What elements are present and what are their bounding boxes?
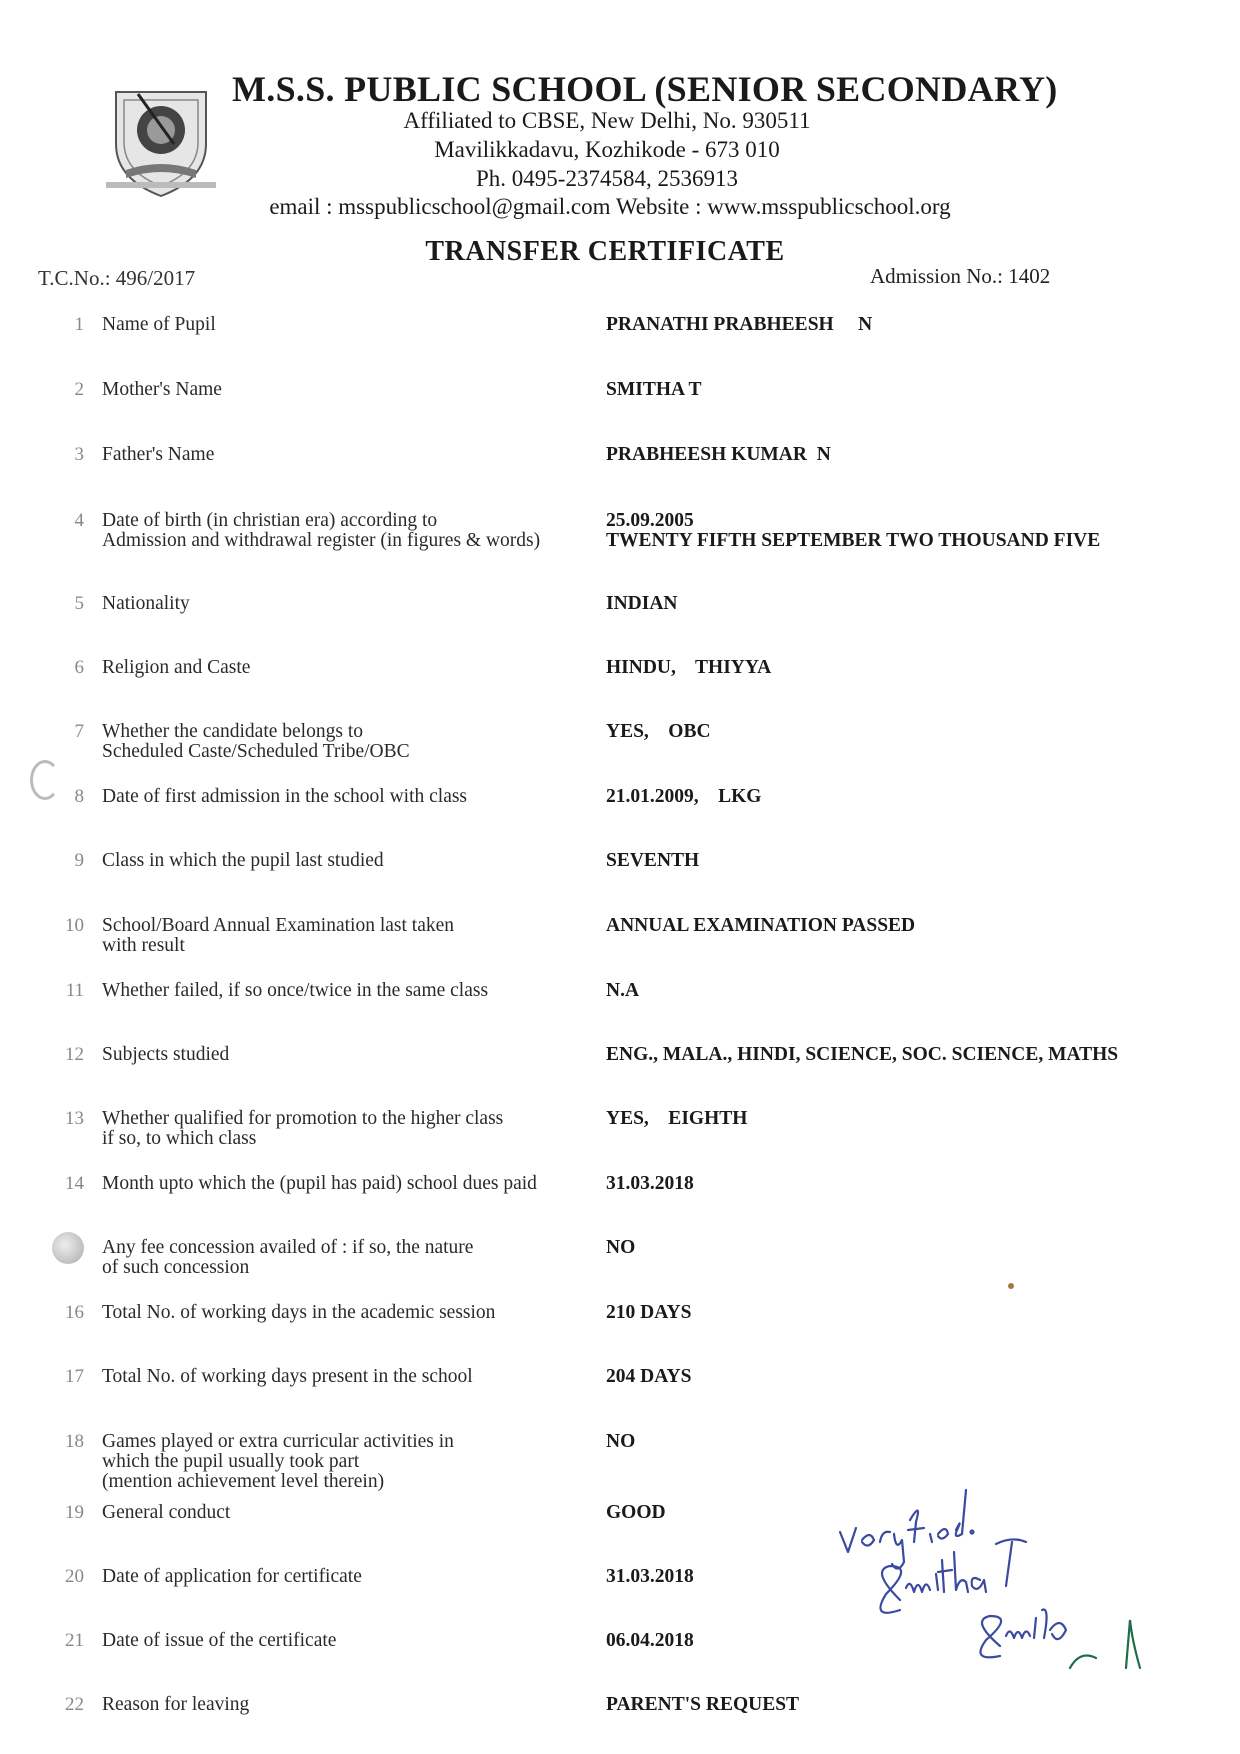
row-number: 11: [65, 980, 84, 1001]
row-number: 20: [65, 1566, 84, 1587]
row-label: Religion and Caste: [102, 657, 251, 678]
row-number: 10: [65, 915, 84, 936]
row-number: 2: [74, 379, 84, 400]
row-label: Whether the candidate belongs to: [102, 721, 363, 742]
row-label: Reason for leaving: [102, 1694, 250, 1715]
address-line: Mavilikkadavu, Kozhikode - 673 010: [434, 137, 780, 162]
row-label: Date of application for certificate: [102, 1566, 362, 1587]
row-value: 06.04.2018: [606, 1630, 694, 1651]
row-label-continued: which the pupil usually took part: [102, 1451, 360, 1472]
row-label: Subjects studied: [102, 1044, 230, 1065]
row-number: 1: [74, 314, 84, 335]
row-value: PRABHEESH KUMAR N: [606, 444, 831, 465]
row-number: 16: [65, 1302, 84, 1323]
row-value: SEVENTH: [606, 850, 700, 871]
row-label: Date of birth (in christian era) according to: [102, 510, 438, 531]
punch-hole-mark: [52, 1232, 84, 1264]
row-number: 17: [65, 1366, 84, 1387]
row-value: 210 DAYS: [606, 1302, 692, 1323]
row-value: HINDU, THIYYA: [606, 657, 772, 678]
row-value: GOOD: [606, 1502, 666, 1523]
row-value: YES, OBC: [606, 721, 711, 742]
row-number: 13: [65, 1108, 84, 1129]
row-number: 3: [74, 444, 84, 465]
school-name: M.S.S. PUBLIC SCHOOL (SENIOR SECONDARY): [232, 69, 1058, 109]
row-label: Total No. of working days present in the school: [102, 1366, 473, 1387]
phone-line: Ph. 0495-2374584, 2536913: [476, 166, 738, 191]
row-label: Name of Pupil: [102, 314, 216, 335]
row-number: 6: [74, 657, 84, 678]
row-number: 12: [65, 1044, 84, 1065]
row-value: 31.03.2018: [606, 1566, 694, 1587]
row-label-continued: with result: [102, 935, 185, 956]
punch-hole-mark: [30, 760, 60, 800]
row-label-continued: (mention achievement level therein): [102, 1471, 385, 1492]
row-value: N.A: [606, 980, 640, 1001]
row-label-continued: if so, to which class: [102, 1128, 257, 1149]
certificate-title: TRANSFER CERTIFICATE: [425, 236, 785, 267]
row-value: ENG., MALA., HINDI, SCIENCE, SOC. SCIENCE, MATHS: [606, 1044, 1119, 1065]
row-value: ANNUAL EXAMINATION PASSED: [606, 915, 916, 936]
row-number: 8: [74, 786, 84, 807]
row-label: Date of issue of the certificate: [102, 1630, 337, 1651]
row-number: 22: [65, 1694, 84, 1715]
row-label: Mother's Name: [102, 379, 222, 400]
handwritten-verification-note: [830, 1470, 1160, 1670]
row-number: 14: [65, 1173, 84, 1194]
row-value: PARENT'S REQUEST: [606, 1694, 800, 1715]
row-value: NO: [606, 1237, 636, 1258]
row-number: 5: [74, 593, 84, 614]
row-label: Total No. of working days in the academic session: [102, 1302, 496, 1323]
row-label: Any fee concession availed of : if so, the nature: [102, 1237, 474, 1258]
row-label: Month upto which the (pupil has paid) school dues paid: [102, 1173, 537, 1194]
row-number: 18: [65, 1431, 84, 1452]
row-label: School/Board Annual Examination last taken: [102, 915, 455, 936]
row-number: 7: [74, 721, 84, 742]
row-value: INDIAN: [606, 593, 678, 614]
row-value: PRANATHI PRABHEESH N: [606, 314, 873, 335]
row-number: 21: [65, 1630, 84, 1651]
contact-line: email : msspublicschool@gmail.com Website : www.msspublicschool.org: [269, 194, 951, 219]
row-label: Father's Name: [102, 444, 215, 465]
row-label: Class in which the pupil last studied: [102, 850, 384, 871]
row-number: 9: [74, 850, 84, 871]
row-label: Nationality: [102, 593, 190, 614]
row-number: 4: [74, 510, 84, 531]
tc-number: T.C.No.: 496/2017: [38, 266, 196, 290]
row-value: 31.03.2018: [606, 1173, 694, 1194]
admission-number: Admission No.: 1402: [870, 264, 1051, 288]
row-value: NO: [606, 1431, 636, 1452]
row-label: Games played or extra curricular activities in: [102, 1431, 454, 1452]
row-label-continued: of such concession: [102, 1257, 250, 1278]
row-label: Whether qualified for promotion to the higher class: [102, 1108, 504, 1129]
row-label-continued: Scheduled Caste/Scheduled Tribe/OBC: [102, 741, 410, 762]
row-label-continued: Admission and withdrawal register (in figures & words): [102, 530, 541, 551]
scan-speck: [1008, 1283, 1014, 1289]
row-label: Date of first admission in the school with class: [102, 786, 468, 807]
affiliation-line: Affiliated to CBSE, New Delhi, No. 930511: [403, 108, 811, 133]
row-label: General conduct: [102, 1502, 231, 1523]
row-value: 21.01.2009, LKG: [606, 786, 762, 807]
row-number: 19: [65, 1502, 84, 1523]
school-crest-icon: [96, 74, 226, 204]
row-label: Whether failed, if so once/twice in the same class: [102, 980, 489, 1001]
row-value-words: TWENTY FIFTH SEPTEMBER TWO THOUSAND FIVE: [606, 530, 1101, 551]
row-value: SMITHA T: [606, 379, 702, 400]
row-value: 25.09.2005: [606, 510, 694, 531]
row-value: YES, EIGHTH: [606, 1108, 748, 1129]
row-value: 204 DAYS: [606, 1366, 692, 1387]
